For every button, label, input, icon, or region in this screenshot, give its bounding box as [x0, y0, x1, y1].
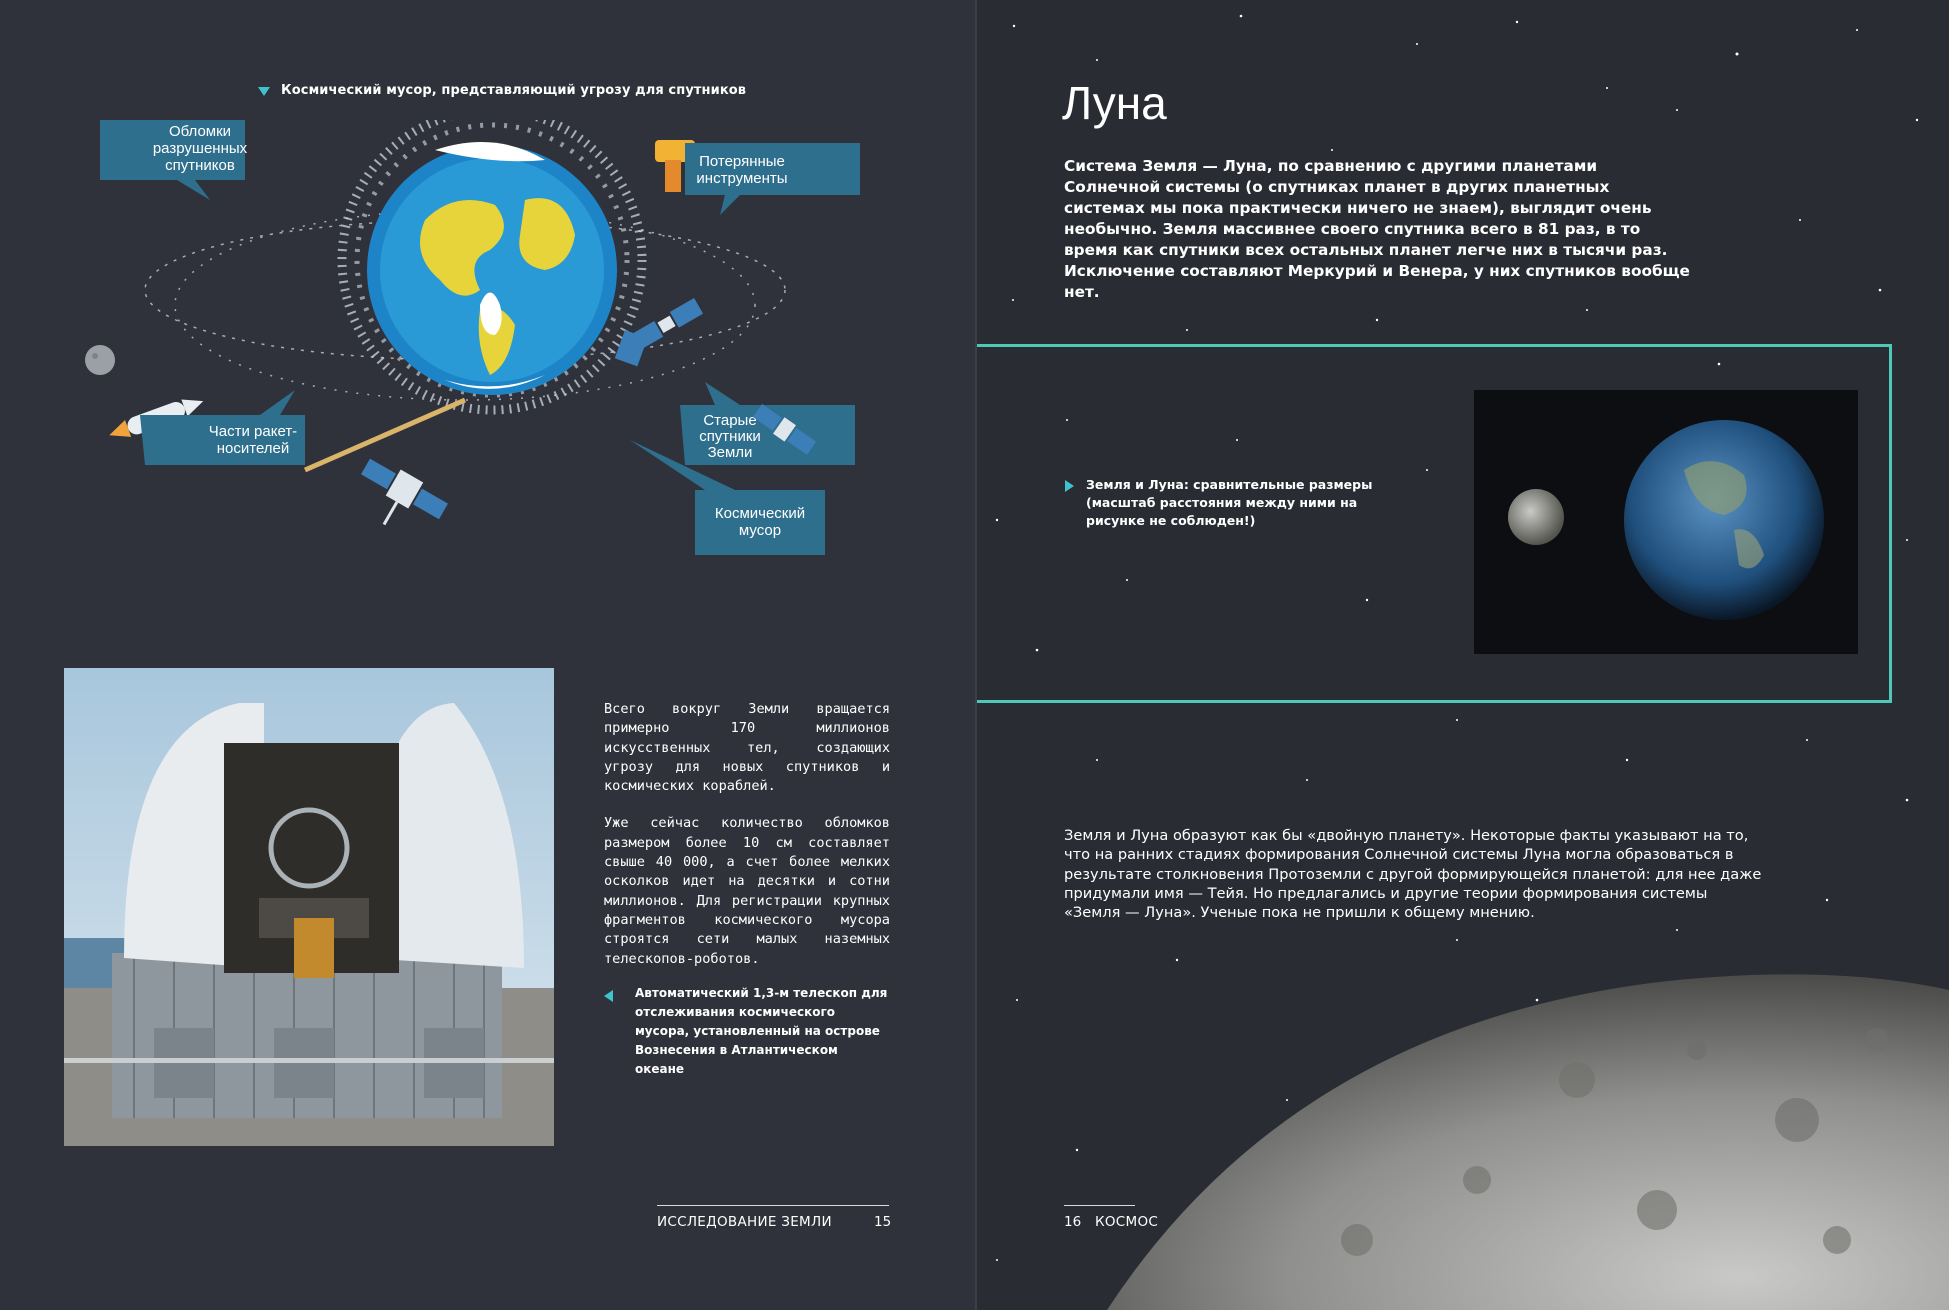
label-rocket-parts-2: носителей	[216, 440, 290, 457]
caption-marker-icon	[258, 87, 270, 96]
debris-paragraph-1: Всего вокруг Земли вращается примерно 170 миллионов искусственных тел, создающих угрозу для новых спутников и космических кораблей.	[604, 701, 890, 795]
debris-body-text	[604, 700, 890, 987]
label-fragments-3: спутников	[165, 157, 235, 174]
label-old-satellites-1: Старые	[703, 412, 757, 429]
page-number: 15	[874, 1214, 892, 1230]
page-number: 16	[1064, 1214, 1082, 1230]
label-fragments-2: разрушенных	[152, 140, 248, 157]
page-title: Луна	[1062, 77, 1167, 129]
label-fragments-1: Обломки	[168, 123, 232, 140]
moon-surface-image	[977, 960, 1949, 1310]
footer-rule	[1064, 1205, 1135, 1206]
debris-paragraph-2: Уже сейчас количество обломков размером более 10 см составляет свыше 40 000, а счет более мелких осколков идет на десятки и сотни миллионов. Для регистрации крупных фрагментов космического мусора строятся сети малых наземных телескопов-роботов.	[604, 815, 890, 967]
label-rocket-parts-1: Части ракет-	[208, 423, 298, 440]
earth-moon-caption: Земля и Луна: сравнительные размеры (масштаб расстояния между ними на рисунке не соблюден!)	[1086, 477, 1373, 528]
label-space-debris-1: Космический	[714, 505, 806, 522]
debris-figure-caption: Космический мусор, представляющий угрозу для спутников	[281, 83, 747, 98]
space-debris-illustration	[85, 120, 875, 590]
footer-rule	[657, 1205, 889, 1206]
telescope-photo-caption: Автоматический 1,3-м телескоп для отслеживания космического мусора, установленный на острове Вознесения в Атлантическом океане	[635, 986, 888, 1076]
earth-moon-photo	[1474, 390, 1858, 654]
telescope-photo	[64, 668, 554, 1146]
right-page	[977, 0, 1949, 1310]
footer-section-title: КОСМОС	[1095, 1214, 1159, 1230]
label-tools-2: инструменты	[696, 170, 788, 187]
caption-marker-icon	[604, 990, 613, 1002]
moon-intro-text: Система Земля — Луна, по сравнению с другими планетами Солнечной системы (о спутниках планет в других планетных системах мы пока практически ничего не знаем), выглядит очень необычно. Земля массивнее своего спутника всего в 81 раз, в то время как спутники всех остальных планет легче них в тысячи раз. Исключение составляют Меркурий и Венера, у них спутников вообще нет.	[1064, 157, 1690, 301]
label-old-satellites-2: спутники	[699, 428, 761, 445]
label-space-debris-2: мусор	[738, 522, 782, 539]
caption-marker-icon	[1065, 480, 1074, 492]
label-old-satellites-3: Земли	[707, 444, 753, 461]
double-planet-text: Земля и Луна образуют как бы «двойную планету». Некоторые факты указывают на то, что на ранних стадиях формирования Солнечной системы Луна могла образоваться в результате столкновения Протоземли с другой формирующейся планетой: для нее даже придумали имя — Тейя. Но предлагались и другие теории формирования системы «Земля — Луна». Ученые пока не пришли к общему мнению.	[1064, 827, 1762, 922]
label-tools-1: Потерянные	[699, 153, 785, 170]
footer-section-title: ИССЛЕДОВАНИЕ ЗЕМЛИ	[657, 1214, 832, 1230]
